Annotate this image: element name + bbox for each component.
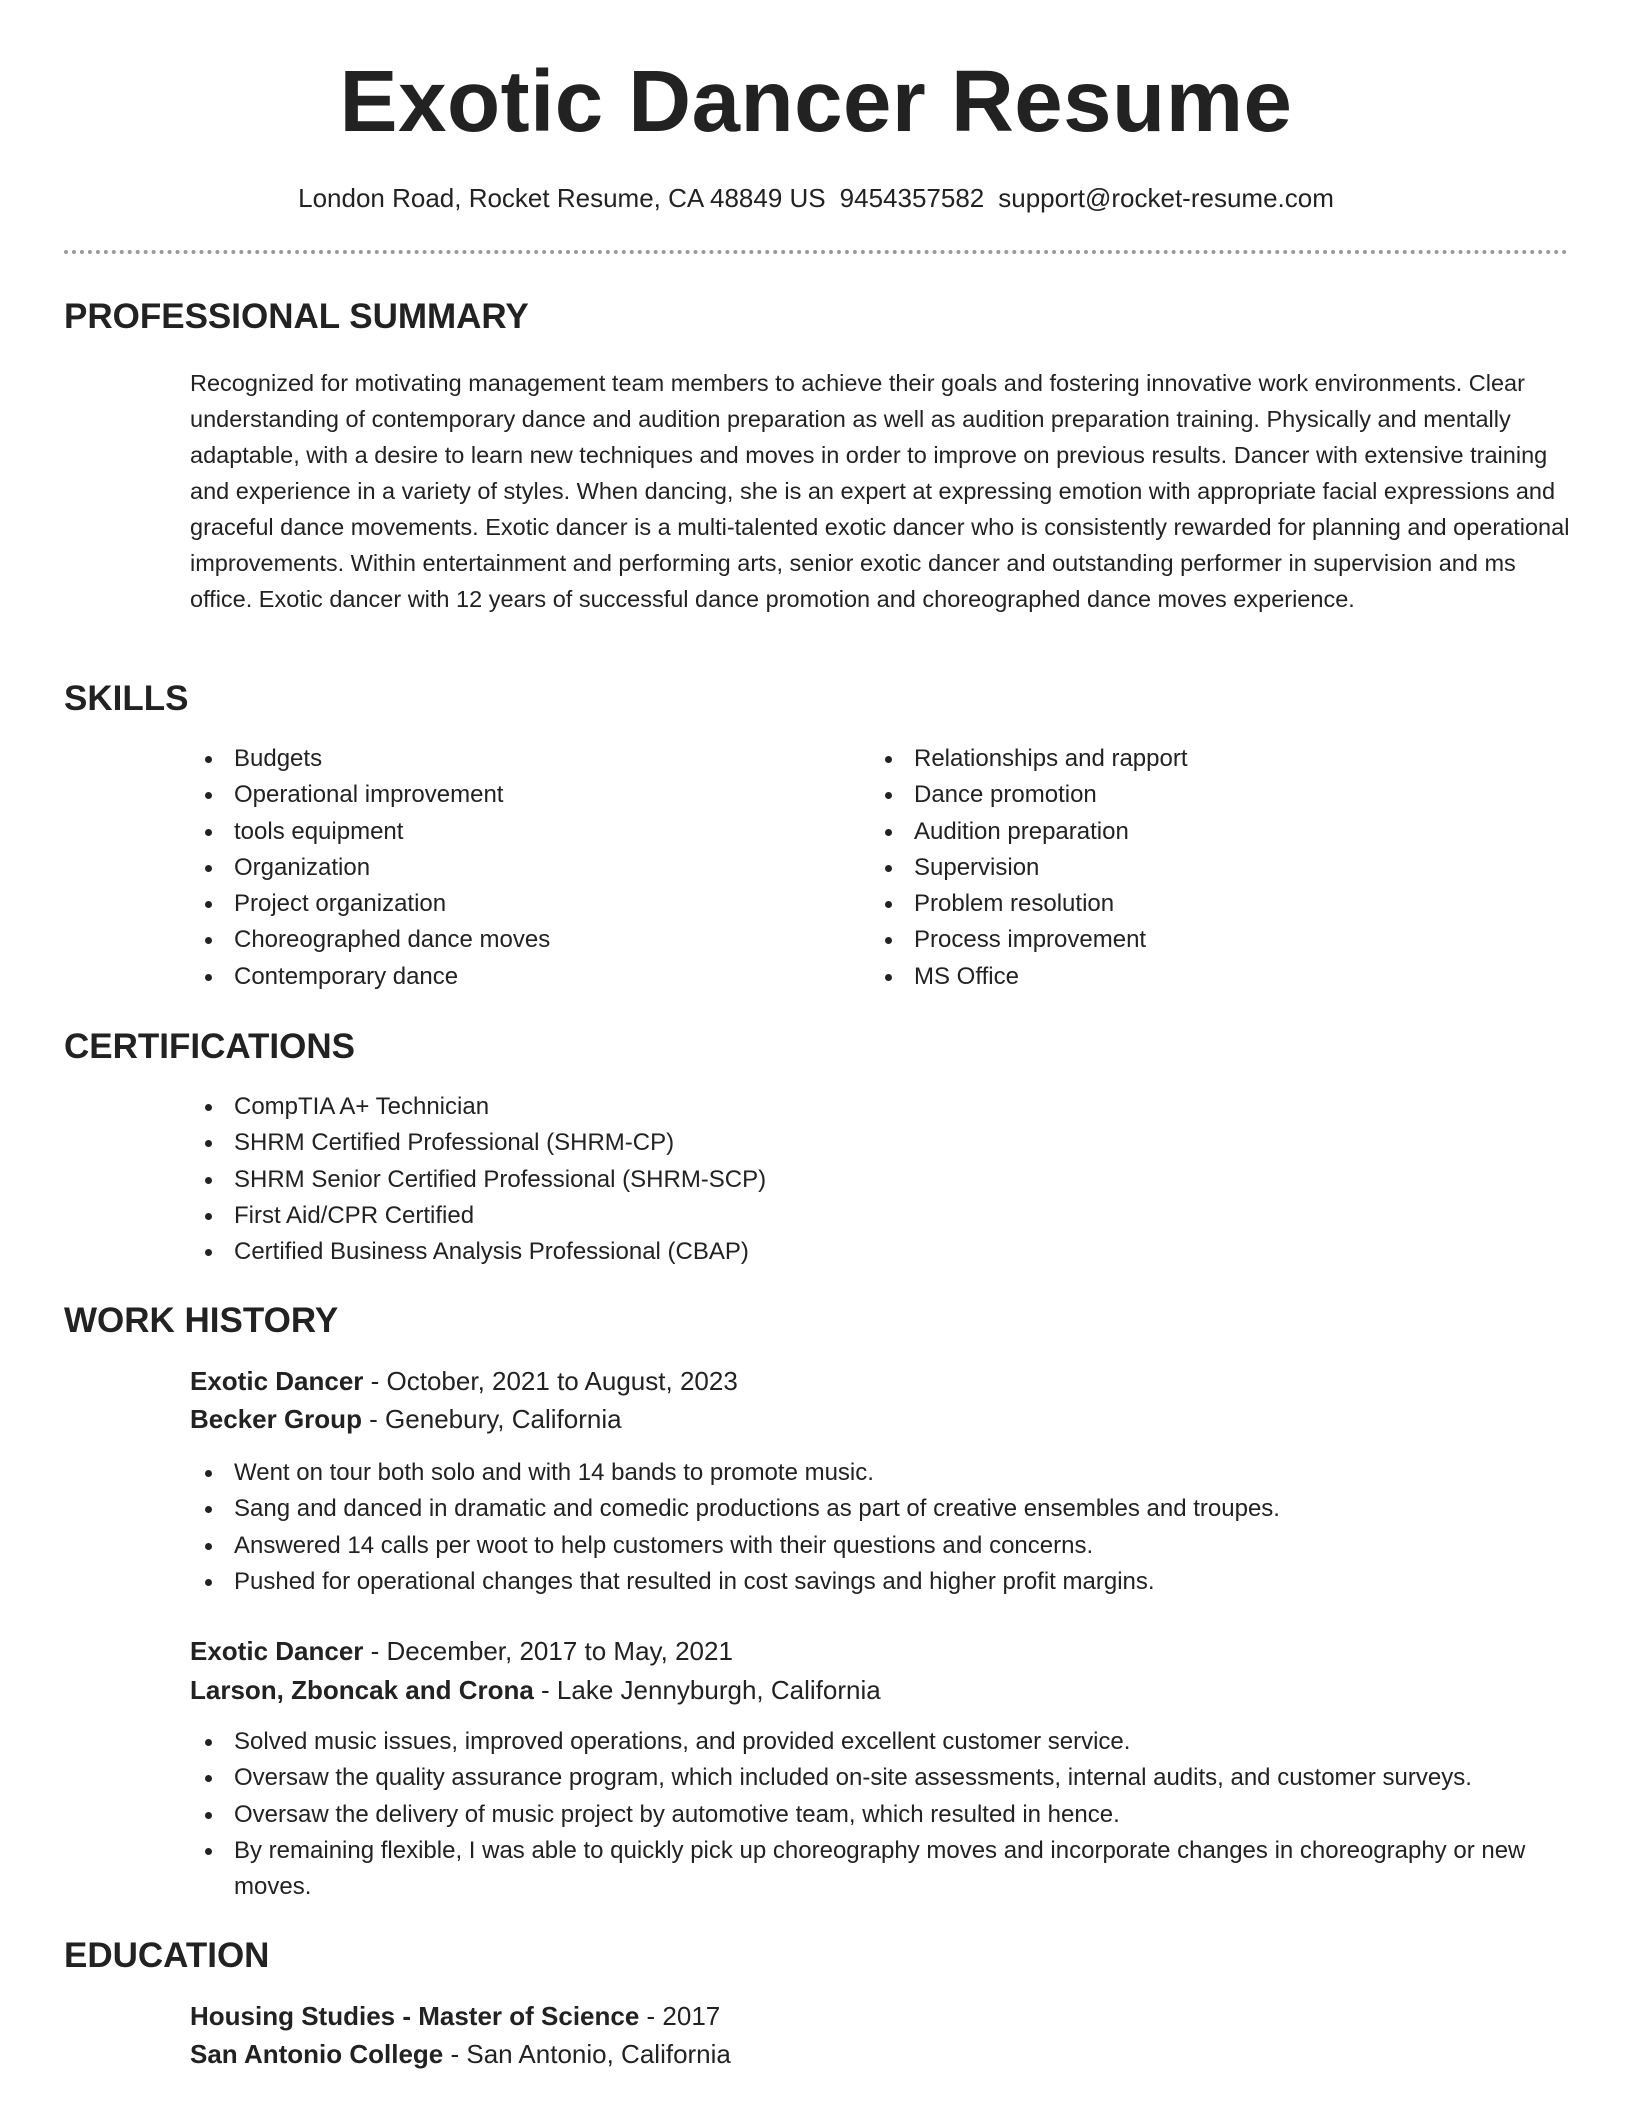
job-company: Becker Group [190, 1404, 362, 1434]
skill-item: Process improvement [870, 922, 1510, 958]
job-title-line [190, 1632, 733, 1670]
education-degree: Housing Studies - Master of Science [190, 2001, 640, 2031]
certifications-list [190, 1089, 1490, 1270]
contact-phone: 9454357582 [839, 183, 985, 213]
job-company: Larson, Zboncak and Crona [190, 1675, 534, 1705]
job-bullets [190, 1455, 1580, 1600]
job-bullet: By remaining flexible, I was able to quickly pick up choreography moves and incorporate changes in choreography or new moves. [190, 1833, 1580, 1906]
job-location: - Lake Jennyburgh, California [533, 1675, 881, 1705]
job-role: Exotic Dancer [190, 1366, 364, 1396]
education-heading: EDUCATION [64, 1936, 270, 1975]
certification-item: SHRM Certified Professional (SHRM-CP) [190, 1125, 1490, 1161]
job-bullet-list [190, 1455, 1580, 1600]
education-school: San Antonio College [190, 2039, 444, 2069]
skill-item: Project organization [190, 886, 830, 922]
job-bullet: Oversaw the delivery of music project by automotive team, which resulted in hence. [190, 1797, 1580, 1833]
education-location: - San Antonio, California [443, 2039, 731, 2069]
skill-item: Choreographed dance moves [190, 922, 830, 958]
skill-item: Problem resolution [870, 886, 1510, 922]
summary-text: Recognized for motivating management team members to achieve their goals and fostering innovative work environments. Clear understanding of contemporary dance and audition preparation as well as audition preparation training. Physically and mentally adaptable, with a desire to learn new techniques and moves in order to improve on previous results. Dancer with extensive training and experience in a variety of styles. When dancing, she is an expert at expressing emotion with appropriate facial expressions and graceful dance movements. Exotic dancer is a multi-talented exotic dancer who is consistently rewarded for planning and operational improvements. Within entertainment and performing arts, senior exotic dancer and outstanding performer in supervision and ms office. Exotic dancer with 12 years of successful dance promotion and choreographed dance moves experience. [190, 370, 1570, 612]
skill-item: Audition preparation [870, 814, 1510, 850]
skill-item: Budgets [190, 741, 830, 777]
job-title-line [190, 1362, 738, 1400]
job-bullets [190, 1724, 1580, 1905]
education-degree-line [190, 1997, 720, 2035]
skill-item: Organization [190, 850, 830, 886]
skill-item: Contemporary dance [190, 959, 830, 995]
certification-item: Certified Business Analysis Professional (CBAP) [190, 1234, 1490, 1270]
certification-item: SHRM Senior Certified Professional (SHRM-SCP) [190, 1162, 1490, 1198]
job-company-line [190, 1400, 622, 1438]
job-bullet: Pushed for operational changes that resulted in cost savings and higher profit margins. [190, 1564, 1580, 1600]
certification-item: CompTIA A+ Technician [190, 1089, 1490, 1125]
job-location: - Genebury, California [361, 1404, 622, 1434]
job-bullet: Answered 14 calls per woot to help customers with their questions and concerns. [190, 1528, 1580, 1564]
education-year: - 2017 [639, 2001, 721, 2031]
job-role: Exotic Dancer [190, 1636, 364, 1666]
contact-address: London Road, Rocket Resume, CA 48849 US [298, 183, 826, 213]
skill-item: Operational improvement [190, 777, 830, 813]
contact-email[interactable]: support@rocket-resume.com [998, 183, 1334, 213]
skill-item: Relationships and rapport [870, 741, 1510, 777]
job-dates: - October, 2021 to August, 2023 [363, 1366, 738, 1396]
skill-item: MS Office [870, 959, 1510, 995]
skills-left-list [190, 741, 830, 995]
skills-right-column [870, 741, 1510, 995]
certifications-column [190, 1089, 1490, 1270]
skills-heading: SKILLS [64, 679, 189, 718]
job-bullet: Went on tour both solo and with 14 bands to promote music. [190, 1455, 1580, 1491]
job-bullet: Solved music issues, improved operations, and provided excellent customer service. [190, 1724, 1580, 1760]
header-divider [64, 250, 1568, 254]
skill-item: Supervision [870, 850, 1510, 886]
education-school-line [190, 2035, 731, 2073]
work-history-heading: WORK HISTORY [64, 1301, 339, 1340]
certifications-heading: CERTIFICATIONS [64, 1027, 356, 1066]
skills-right-list [870, 741, 1510, 995]
job-bullet: Oversaw the quality assurance program, which included on-site assessments, internal audits, and customer surveys. [190, 1760, 1580, 1796]
summary-heading: PROFESSIONAL SUMMARY [64, 297, 529, 336]
job-dates: - December, 2017 to May, 2021 [363, 1636, 733, 1666]
skill-item: tools equipment [190, 814, 830, 850]
job-bullet: Sang and danced in dramatic and comedic productions as part of creative ensembles and troupes. [190, 1491, 1580, 1527]
resume-title: Exotic Dancer Resume [339, 53, 1293, 150]
job-company-line [190, 1671, 881, 1709]
certification-item: First Aid/CPR Certified [190, 1198, 1490, 1234]
contact-line [0, 180, 1632, 216]
skills-left-column [190, 741, 830, 995]
job-bullet-list [190, 1724, 1580, 1905]
skill-item: Dance promotion [870, 777, 1510, 813]
